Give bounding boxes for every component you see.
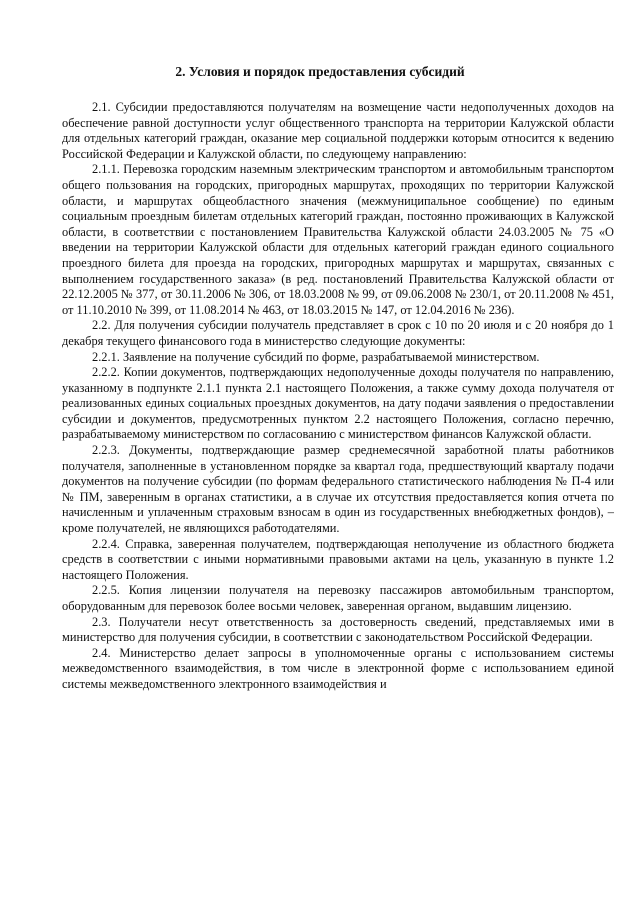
paragraph-2-1: 2.1. Субсидии предоставляются получателям на возмещение части недополученных доходов на обеспечение равной доступности услуг общественного транспорта на территории Калужской области для отдельных категорий граждан, оказание мер социальной поддержки которым относится к ведению Российской Федерации и Калужской области, по следующему направлению: [62,100,614,161]
document-body [62,100,614,693]
paragraph-2-2-1: 2.2.1. Заявление на получение субсидий по форме, разрабатываемой министерством. [92,349,540,364]
paragraph-2-4: 2.4. Министерство делает запросы в уполномоченные органы с использованием системы межведомственного взаимодействия, в том числе в электронной форме с использованием единой системы межведомственного электронного взаимодействия и [62,645,614,691]
paragraph-2-2-4: 2.2.4. Справка, заверенная получателем, подтверждающая неполучение из областного бюджета средств в соответствии с иными нормативными правовыми актами на цель, указанную в пункте 1.2 настоящего Положения. [62,536,614,582]
paragraph-2-1-1: 2.1.1. Перевозка городским наземным электрическим транспортом и автомобильным транспортом общего пользования на городских, пригородных маршрутах, проходящих по территории Калужской области, и маршрутах общеобластного значения (межмуниципальное сообщение) по единым социальным проездным билетам отдельных категорий граждан, постоянно проживающих в Калужской области, в соответствии с постановлением Правительства Калужской области 24.03.2005 № 75 «О введении на территории Калужской области для отдельных категорий граждан единого социального проездного билета для проезда на городских, пригородных маршрутах и маршрутах, связанных с выполнением государственного заказа» (в ред. постановлений Правительства Калужской области от 22.12.2005 № 377, от 30.11.2006 № 306, от 18.03.2008 № 99, от 09.06.2008 № 230/1, от 20.11.2008 № 451, от 11.10.2010 № 399, от 11.08.2014 № 463, от 18.03.2015 № 147, от 12.04.2016 № 236). [62,162,614,317]
paragraph-2-2-3: 2.2.3. Документы, подтверждающие размер среднемесячной заработной платы работников получателя, заполненные в установленном порядке за квартал года, предшествующий кварталу подачи документов на получение субсидии (по формам федерального статистического наблюдения № П-4 или № ПМ, заверенным в органах статистики, а в случае их отсутствия предоставляется копия отчета по начисленным и уплаченным страховым взносам в один из государственных внебюджетных фондов), – кроме получателей, не являющихся работодателями. [62,443,614,536]
paragraph-2-2-5: 2.2.5. Копия лицензии получателя на перевозку пассажиров автомобильным транспортом, оборудованным для перевозок более восьми человек, заверенная органом, выдавшим лицензию. [62,583,614,613]
paragraph-2-2-2: 2.2.2. Копии документов, подтверждающих недополученные доходы получателя по направлению, указанному в подпункте 2.1.1 пункта 2.1 настоящего Положения, а также сумму дохода получателя от реализованных единых социальных проездных документов, на дату подачи заявления о предоставлении субсидии и документов, предусмотренных пунктом 2.2 настоящего Положения, согласно перечню, разрабатываемому министерством по согласованию с министерством финансов Калужской области. [62,365,614,442]
paragraph-2-3: 2.3. Получатели несут ответственность за достоверность сведений, представляемых ими в министерство для получения субсидии, в соответствии с законодательством Российской Федерации. [62,614,614,645]
section-heading: 2. Условия и порядок предоставления субсидий [175,64,465,79]
paragraph-2-2: 2.2. Для получения субсидии получатель представляет в срок с 10 по 20 июля и с 20 ноября до 1 декабря текущего финансового года в министерство следующие документы: [62,318,614,348]
